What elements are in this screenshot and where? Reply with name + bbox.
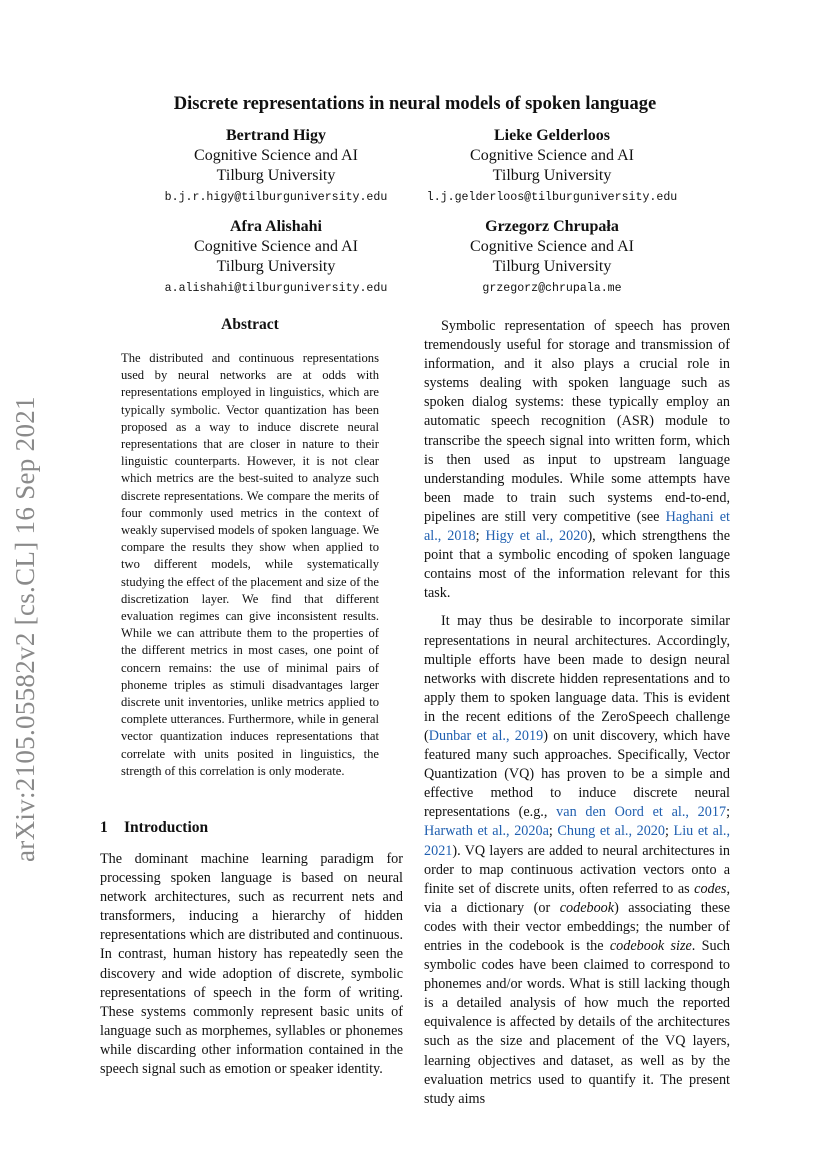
abstract-text: The distributed and continuous representations used by neural networks are at odds with representations employed in linguistics, which are typically symbolic. Vector quantization has been proposed as a way to induce discrete neural representations that are closer in nature to their linguistic counterparts. However, it is not clear which metrics are the best-suited to analyze such discrete representations. We compare the merits of four commonly used metrics in the context of weakly supervised models of spoken language. We compare the results they show when applied to two different models, while systematically studying the effect of the placement and size of the discretization layer. We find that different evaluation regimes can give inconsistent results. While we can attribute them to the properties of the different metrics in most cases, one point of concern remains: the use of minimal pairs of phoneme triples as stimuli disadvantages larger discrete unit inventories, unlike metrics applied to complete utterances. Furthermore, while in general vector quantization induces representations that correlate with units posited in linguistics, the strength of this correlation is only moderate. bbox=[121, 351, 379, 778]
author-department: Cognitive Science and AI bbox=[470, 147, 634, 164]
author-university: Tilburg University bbox=[216, 167, 336, 184]
paper-title: Discrete representations in neural models of spoken language bbox=[173, 94, 657, 114]
author-block bbox=[402, 126, 702, 208]
author-block bbox=[126, 126, 426, 208]
author-email: a.alishahi@tilburguniversity.edu bbox=[164, 282, 388, 295]
citation-link[interactable]: Dunbar et al., 2019 bbox=[428, 727, 544, 744]
section-number: 1 bbox=[100, 819, 108, 836]
author-name: Bertrand Higy bbox=[226, 127, 326, 144]
citation-link[interactable]: Haghani et al., 2018 bbox=[424, 508, 730, 545]
intro-paragraph: It may thus be desirable to incorporate similar representations in neural architectures. Accordingly, multiple efforts have been made to design neural networks with discrete hidden representations and to apply them to spoken language data. This is evident in the recent editions of the ZeroSpeech challenge (Dunbar et al., 2019) on unit discovery, which have featured many such approaches. Specifically, Vector Quantization (VQ) has proven to be a simple and effective method to induce discrete neural representations (e.g., van den Oord et al., 2017; Harwath et al., 2020a; Chung et al., 2020; Liu et al., 2021). VQ layers are added to neural architectures in order to map continuous activation vectors onto a finite set of discrete units, often referred to as codes, via a dictionary (or codebook) associating these codes with their vector embeddings; the number of entries in the codebook is the codebook size. Such symbolic codes have been claimed to correspond to phonemes and/or words. What is still lacking though is a detailed analysis of how much the reported equivalence is affected by details of the architectures such as the size and placement of the VQ layers, learning objectives and dataset, as well as by the evaluation metrics used to quantify it. The present study aims bbox=[424, 613, 731, 1107]
author-university: Tilburg University bbox=[492, 167, 612, 184]
intro-paragraph: The dominant machine learning paradigm for processing spoken language is based on neural network architectures, such as recurrent nets and transformers, inducing a hierarchy of hidden representations which are distributed and continuous. In contrast, human history has repeatedly seen the discovery and wide adoption of discrete, symbolic representations of speech in the form of writing. These systems commonly represent basic units of language such as morphemes, syllables or phonemes while discarding other information contained in the speech signal such as emotion or speaker identity. bbox=[100, 851, 403, 1078]
author-email: l.j.gelderloos@tilburguniversity.edu bbox=[426, 191, 678, 204]
author-name: Afra Alishahi bbox=[229, 218, 322, 235]
author-name: Lieke Gelderloos bbox=[494, 127, 610, 144]
citation-link[interactable]: Liu et al., 2021 bbox=[424, 823, 730, 859]
author-department: Cognitive Science and AI bbox=[194, 238, 358, 255]
citation-link[interactable]: Harwath et al., 2020a bbox=[424, 823, 549, 840]
author-email: b.j.r.higy@tilburguniversity.edu bbox=[164, 191, 388, 204]
abstract-heading: Abstract bbox=[221, 316, 279, 333]
citation-link[interactable]: Higy et al., 2020 bbox=[485, 528, 588, 545]
citation-link[interactable]: Chung et al., 2020 bbox=[557, 823, 665, 840]
author-university: Tilburg University bbox=[216, 258, 336, 275]
intro-paragraph: Symbolic representation of speech has proven tremendously useful for storage and transmission of information, and it also plays a crucial role in systems dealing with spoken language such as spoken dialog systems: these typically employ an automatic speech recognition (ASR) module to transcribe the speech signal into written form, which is then used as input to upstream language understanding modules. While some attempts have been made to train such systems end-to-end, pipelines are still very competitive (see Haghani et al., 2018; Higy et al., 2020), which strengthens the point that a symbolic encoding of spoken language contains most of the information relevant for this task. bbox=[424, 318, 730, 602]
author-name: Grzegorz Chrupała bbox=[485, 218, 619, 235]
author-department: Cognitive Science and AI bbox=[194, 147, 358, 164]
author-block bbox=[126, 217, 426, 299]
right-column bbox=[424, 317, 730, 1109]
citation-link[interactable]: van den Oord et al., 2017 bbox=[556, 804, 727, 821]
paper-page: arXiv:2105.05582v2 [cs.CL] 16 Sep 2021 Discrete representations in neural models of spoken language Bertrand Higy Cognitive Science and AI Tilburg University b.j.r.higy@tilburguniversity.edu Lieke Gelderloos Cognitive Science and AI Tilburg University l.j.gelderloos@tilburguniversity.edu Afra Alishahi Cognitive Science and AI Tilburg University a.alishahi@tilburguniversity.edu Grzegorz Chrupała Cognitive Science and AI Tilburg University grzegorz@chrupala.me Abstract The distributed and continuous representations used by neural networks are at odds with representations employed in linguistics, which are typically symbolic. Vector quantization has been proposed as a way to induce discrete neural representations that are closer in nature to their linguistic counterparts. However, it is not clear which metrics are the best-suited to analyze such discrete representations. We compare the merits of four commonly used metrics in the context of weakly supervised models of spoken language. We compare the results they show when applied to two different models, while systematically studying the effect of the placement and size of the discretization layer. We find that different evaluation regimes can give inconsistent results. While we can attribute them to the properties of the different metrics in most cases, one point of concern remains: the use of minimal pairs of phoneme triples as stimuli disadvantages larger discrete unit inventories, unlike metrics applied to complete utterances. Furthermore, while in general vector quantization induces representations that correlate with units posited in linguistics, the strength of this correlation is only moderate. 1 Introduction The dominant machine learning paradigm for processing spoken language is based on neural network architectures, such as recurrent nets and transformers, inducing a hierarchy of hidden representations which are distributed and continuous. In contrast, human history has repeatedly seen the discovery and wide adoption of discrete, symbolic representations of speech in the form of writing. These systems commonly represent basic units of language such as morphemes, syllables or phonemes while discarding other information contained in the speech signal such as emotion or speaker identity. Symbolic representation of speech has proven tremendously useful for storage and transmission of information, and it also plays a crucial role in systems dealing with spoken language such as spoken dialog systems: these typically employ an automatic speech recognition (ASR) module to transcribe the speech signal into written form, which is then used as input to upstream language understanding modules. While some attempts have been made to train such systems end-to-end, pipelines are still very competitive (see Haghani et al., 2018; Higy et al., 2020), which strengthens the point that a symbolic encoding of spoken language contains most of the information relevant for this task. It may thus be desirable to incorporate similar representations in neural architectures. Accordingly, multiple efforts have been made to design neural networks with discrete hidden representations and to apply them to spoken language data. This is evident in the recent editions of the ZeroSpeech challenge (Dunbar et al., 2019) on unit discovery, which have featured many such approaches. Specifically, Vector Quantization (VQ) has proven to be a simple and effective method to induce discrete neural representations (e.g., van den Oord et al., 2017; Harwath et al., 2020a; Chung et al., 2020; Liu et al., 2021). VQ layers are added to neural architectures in order to map continuous activation vectors onto a finite set of discrete units, often referred to as codes, via a dictionary (or codebook) associating these codes with their vector embeddings; the number of entries in the codebook is the codebook size. Such symbolic codes have been claimed to correspond to phonemes and/or words. What is still lacking though is a detailed analysis of how much the reported equivalence is affected by details of the architectures such as the size and placement of the VQ layers, learning objectives and dataset, as well as by the evaluation metrics used to quantify it. The present study aims bbox=[0, 0, 828, 1171]
author-email: grzegorz@chrupala.me bbox=[482, 282, 622, 295]
author-department: Cognitive Science and AI bbox=[470, 238, 634, 255]
author-university: Tilburg University bbox=[492, 258, 612, 275]
section-title: Introduction bbox=[124, 819, 209, 836]
author-block bbox=[402, 217, 702, 299]
section-heading bbox=[100, 819, 208, 837]
